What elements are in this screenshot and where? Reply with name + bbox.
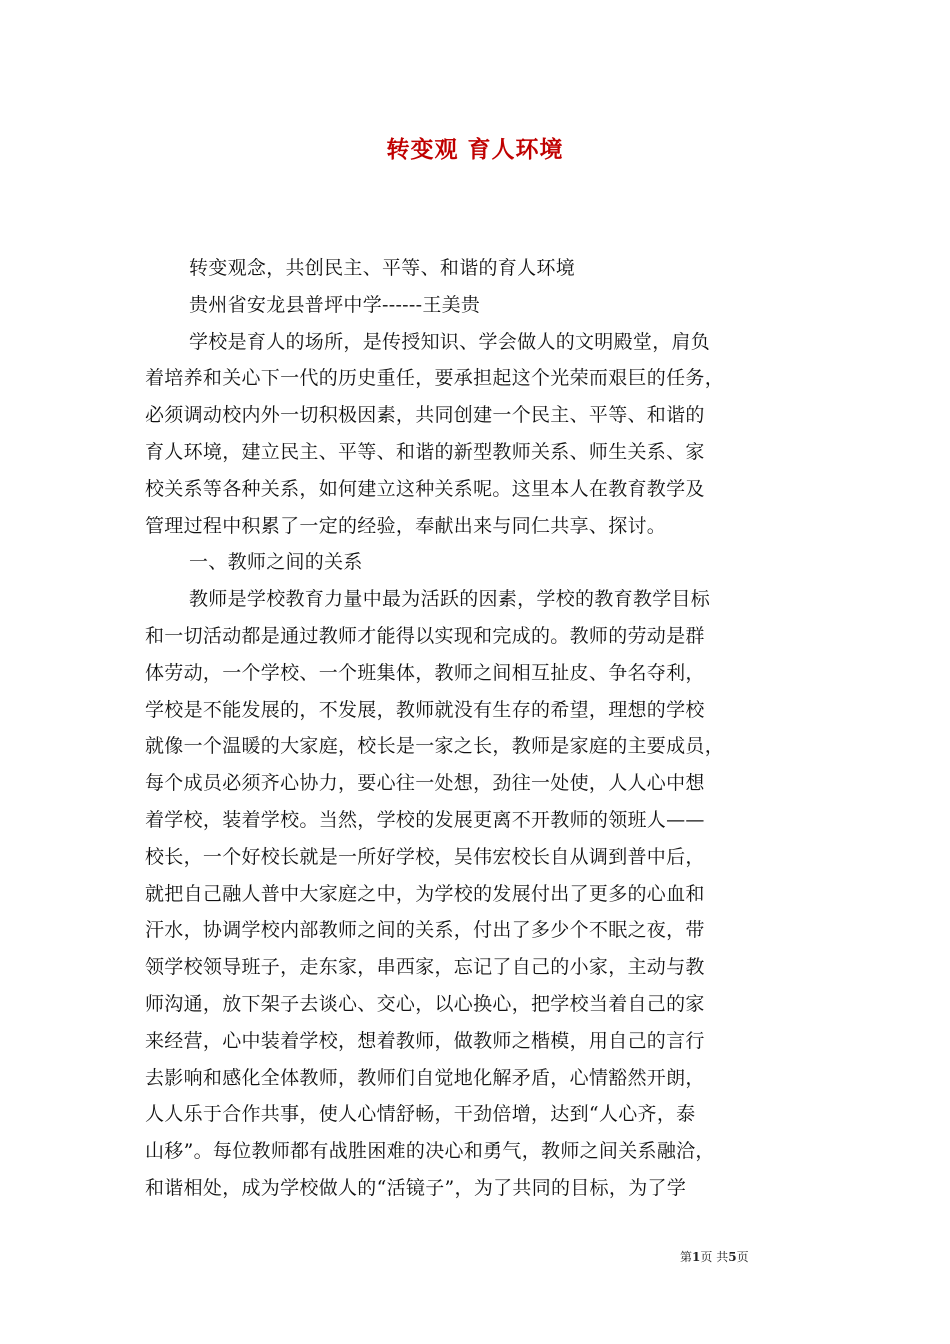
text-line: 学校是不能发展的，不发展，教师就没有生存的希望，理想的学校 (145, 698, 705, 721)
text-line: 师沟通，放下架子去谈心、交心，以心换心，把学校当着自己的家 (145, 992, 705, 1015)
text-line: 一、教师之间的关系 (189, 551, 363, 574)
text-line: 来经营，心中装着学校，想着教师，做教师之楷模，用自己的言行 (145, 1029, 705, 1052)
text-line: 着学校，装着学校。当然，学校的发展更离不开教师的领班人—— (145, 808, 705, 831)
footer-suffix: 页 (736, 1250, 749, 1264)
text-line: 管理过程中积累了一定的经验，奉献出来与同仁共享、探讨。 (145, 514, 667, 537)
text-line: 着培养和关心下一代的历史重任，要承担起这个光荣而艰巨的任务， (145, 367, 725, 390)
text-line: 就把自己融人普中大家庭之中，为学校的发展付出了更多的心血和 (145, 882, 705, 905)
page-footer (680, 1249, 810, 1265)
text-line: 领学校领导班子，走东家，串西家，忘记了自己的小家，主动与教 (145, 956, 705, 979)
text-line: 和一切活动都是通过教师才能得以实现和完成的。教师的劳动是群 (145, 624, 705, 647)
text-line: 育人环境，建立民主、平等、和谐的新型教师关系、师生关系、家 (145, 440, 705, 463)
document-body (145, 250, 807, 1207)
footer-middle: 页 共 (700, 1250, 729, 1264)
document-title: 转变观 育人环境 (386, 136, 564, 163)
text-line: 贵州省安龙县普坪中学------王美贵 (189, 293, 481, 316)
text-line: 和谐相处，成为学校做人的“活镜子”，为了共同的目标，为了学 (145, 1176, 687, 1199)
footer-total-pages: 5 (728, 1250, 737, 1264)
text-line: 体劳动，一个学校、一个班集体，教师之间相互扯皮、争名夺利， (145, 661, 705, 684)
footer-prefix: 第 (680, 1250, 693, 1264)
text-line: 山移”。每位教师都有战胜困难的决心和勇气，教师之间关系融洽， (145, 1140, 715, 1163)
text-line: 去影响和感化全体教师，教师们自觉地化解矛盾，心情豁然开朗， (145, 1066, 705, 1089)
text-line: 学校是育人的场所，是传授知识、学会做人的文明殿堂，肩负 (189, 330, 711, 353)
text-line: 就像一个温暖的大家庭，校长是一家之长，教师是家庭的主要成员， (145, 735, 725, 758)
text-line: 转变观念，共创民主、平等、和谐的育人环境 (189, 257, 576, 279)
text-line: 必须调动校内外一切积极因素，共同创建一个民主、平等、和谐的 (145, 404, 705, 427)
text-line: 校关系等各种关系，如何建立这种关系呢。这里本人在教育教学及 (145, 477, 705, 500)
footer-page-number: 1 (692, 1250, 701, 1264)
text-line: 汗水，协调学校内部教师之间的关系，付出了多少个不眠之夜，带 (145, 919, 705, 942)
text-line: 教师是学校教育力量中最为活跃的因素，学校的教育教学目标 (189, 588, 711, 611)
text-line: 校长，一个好校长就是一所好学校，吴伟宏校长自从调到普中后， (145, 845, 705, 868)
text-line: 每个成员必须齐心协力，要心往一处想，劲往一处使，人人心中想 (145, 772, 705, 795)
text-line: 人人乐于合作共事，使人心情舒畅，干劲倍增，达到“人心齐，泰 (145, 1103, 696, 1126)
